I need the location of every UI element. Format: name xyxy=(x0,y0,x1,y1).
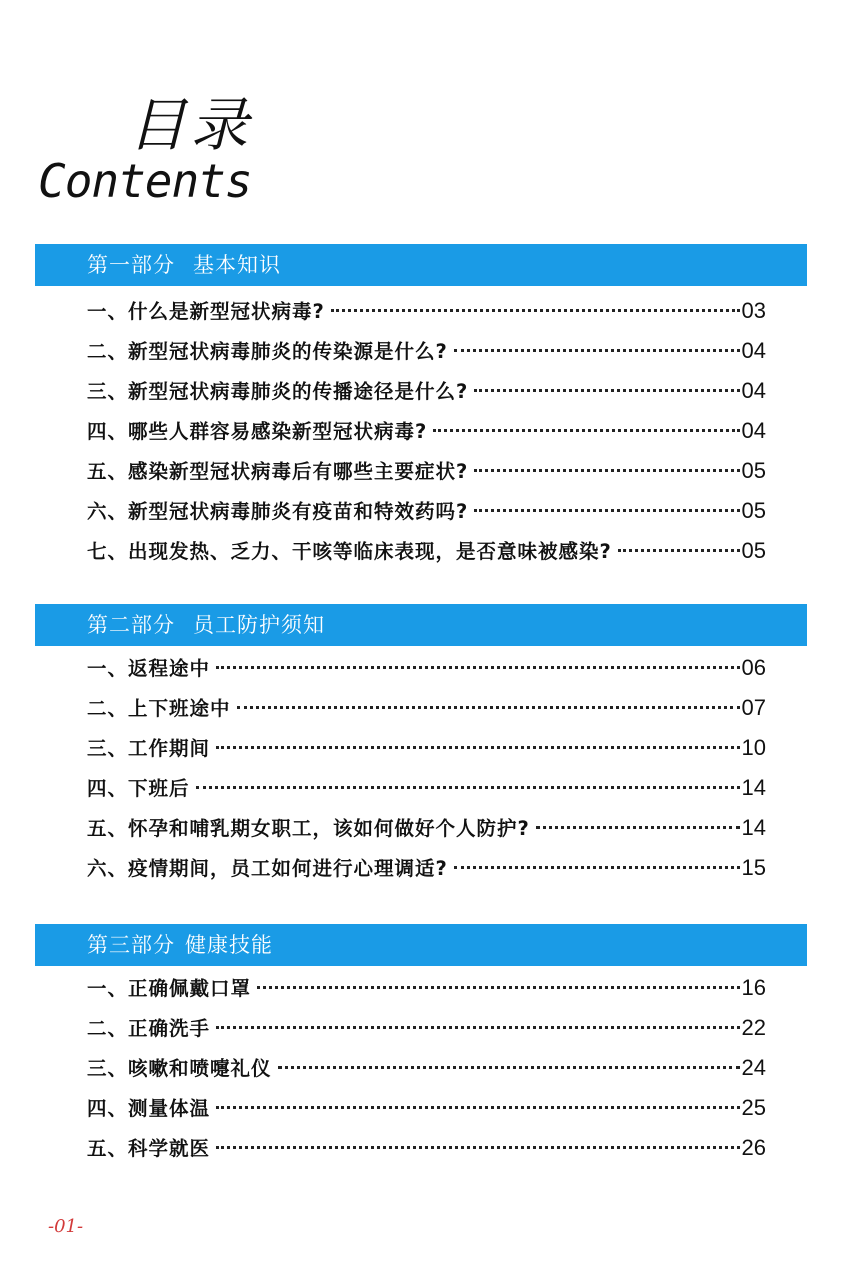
toc-entry-page: 16 xyxy=(741,975,766,1000)
toc-entry-page: 25 xyxy=(741,1095,766,1120)
toc-entry[interactable] xyxy=(35,848,807,888)
toc-entry-page: 24 xyxy=(741,1055,766,1080)
toc-entry-text: 四、下班后 xyxy=(87,777,190,800)
leader-dots xyxy=(474,509,739,512)
toc-entry[interactable] xyxy=(35,331,807,371)
toc-entry-text: 二、正确洗手 xyxy=(87,1017,211,1040)
section-number: 第三部分 xyxy=(87,933,175,957)
toc-entry-page: 22 xyxy=(741,1015,766,1040)
toc-entry-page: 26 xyxy=(741,1135,766,1160)
toc-entry[interactable] xyxy=(35,768,807,808)
section-3 xyxy=(35,924,807,1168)
leader-dots xyxy=(474,389,739,392)
leader-dots xyxy=(216,1106,740,1109)
section-title: 基本知识 xyxy=(193,253,281,277)
toc-entry-text: 三、新型冠状病毒肺炎的传播途径是什么? xyxy=(87,380,469,403)
toc-entry-text: 五、怀孕和哺乳期女职工，该如何做好个人防护? xyxy=(87,817,530,840)
toc-entry-page: 05 xyxy=(741,498,766,523)
toc-entry-page: 07 xyxy=(741,695,766,720)
section-header xyxy=(35,924,807,966)
leader-dots xyxy=(618,549,740,552)
toc-entry[interactable] xyxy=(35,688,807,728)
leader-dots xyxy=(433,429,739,432)
toc-entry[interactable] xyxy=(35,1088,807,1128)
leader-dots xyxy=(454,349,740,352)
toc-entry-text: 一、正确佩戴口罩 xyxy=(87,977,252,1000)
toc-entry-text: 六、疫情期间，员工如何进行心理调适? xyxy=(87,857,448,880)
section-1 xyxy=(35,244,807,571)
leader-dots xyxy=(216,746,740,749)
toc-entry-text: 四、哪些人群容易感染新型冠状病毒? xyxy=(87,420,428,443)
section-2 xyxy=(35,604,807,888)
leader-dots xyxy=(331,309,740,312)
toc-entry-page: 04 xyxy=(741,378,766,403)
toc-entry-page: 03 xyxy=(741,298,766,323)
toc-entry-text: 二、上下班途中 xyxy=(87,697,231,720)
toc-entry-text: 一、什么是新型冠状病毒? xyxy=(87,300,325,323)
toc-entry-text: 三、工作期间 xyxy=(87,737,211,760)
toc-entry-text: 二、新型冠状病毒肺炎的传染源是什么? xyxy=(87,340,448,363)
toc-entry[interactable] xyxy=(35,371,807,411)
toc-entry-text: 七、出现发热、乏力、干咳等临床表现，是否意味被感染? xyxy=(87,540,612,563)
toc-entry[interactable] xyxy=(35,1128,807,1168)
toc-entry-text: 五、感染新型冠状病毒后有哪些主要症状? xyxy=(87,460,469,483)
toc-entry-page: 14 xyxy=(741,815,766,840)
toc-entry[interactable] xyxy=(35,531,807,571)
leader-dots xyxy=(216,1026,740,1029)
toc-entry-page: 15 xyxy=(741,855,766,880)
toc-entry-text: 六、新型冠状病毒肺炎有疫苗和特效药吗? xyxy=(87,500,469,523)
toc-entry-page: 06 xyxy=(741,655,766,680)
section-number: 第二部分 xyxy=(87,613,175,637)
leader-dots xyxy=(216,666,740,669)
toc-entry[interactable] xyxy=(35,1048,807,1088)
toc-entry[interactable] xyxy=(35,808,807,848)
toc-entry[interactable] xyxy=(35,968,807,1008)
toc-entry-page: 04 xyxy=(741,418,766,443)
toc-entry[interactable] xyxy=(35,451,807,491)
title-english: Contents xyxy=(38,154,252,208)
leader-dots xyxy=(237,706,740,709)
toc-entry[interactable] xyxy=(35,648,807,688)
toc-entry-page: 05 xyxy=(741,458,766,483)
leader-dots xyxy=(257,986,740,989)
toc-entry-text: 五、科学就医 xyxy=(87,1137,211,1160)
toc-entry[interactable] xyxy=(35,1008,807,1048)
toc-entry-page: 05 xyxy=(741,538,766,563)
section-title: 健康技能 xyxy=(185,933,273,957)
leader-dots xyxy=(474,469,739,472)
toc-entry[interactable] xyxy=(35,491,807,531)
leader-dots xyxy=(454,866,740,869)
leader-dots xyxy=(196,786,740,789)
toc-entry-text: 一、返程途中 xyxy=(87,657,211,680)
toc-entry[interactable] xyxy=(35,728,807,768)
section-header xyxy=(35,244,807,286)
section-number: 第一部分 xyxy=(87,253,175,277)
toc-entry-text: 四、测量体温 xyxy=(87,1097,211,1120)
toc-entry[interactable] xyxy=(35,411,807,451)
title-chinese: 目录 xyxy=(128,91,253,159)
page-number: -01- xyxy=(48,1216,84,1237)
toc-entry[interactable] xyxy=(35,291,807,331)
toc-entry-text: 三、咳嗽和喷嚏礼仪 xyxy=(87,1057,272,1080)
toc-entry-page: 14 xyxy=(741,775,766,800)
section-header xyxy=(35,604,807,646)
leader-dots xyxy=(536,826,740,829)
toc-entry-page: 10 xyxy=(741,735,766,760)
leader-dots xyxy=(278,1066,740,1069)
leader-dots xyxy=(216,1146,740,1149)
toc-entry-page: 04 xyxy=(741,338,766,363)
section-title: 员工防护须知 xyxy=(193,613,325,637)
